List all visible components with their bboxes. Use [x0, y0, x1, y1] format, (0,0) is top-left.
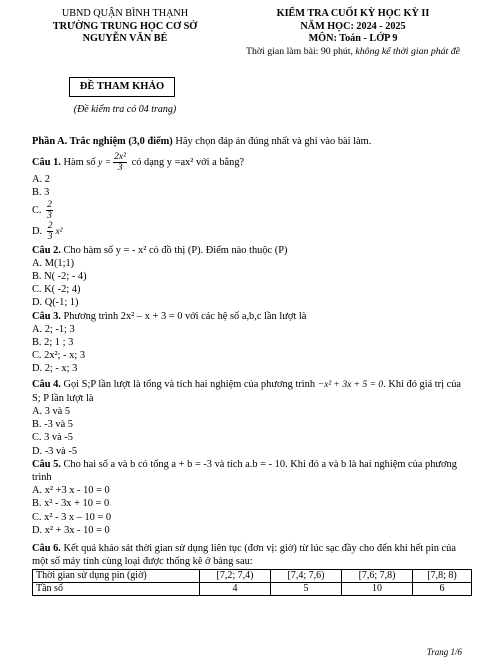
school-name-line2: NGUYỄN VĂN BÉ — [82, 33, 168, 44]
table-cell: [7,2; 7,4) — [200, 570, 271, 583]
question-1-text-after: có dạng y =ax² với a bằng? — [131, 157, 245, 169]
question-5-label: Câu 5. — [32, 458, 61, 470]
q4-option-b: B. -3 và 5 — [32, 419, 73, 431]
fraction-numerator: 2 — [47, 220, 53, 231]
q4-option-a: A. 3 và 5 — [32, 406, 71, 418]
question-4-label: Câu 4. — [32, 378, 61, 390]
exam-content — [32, 135, 472, 596]
table-cell: [7,4; 7,6) — [271, 570, 342, 583]
school-year: NĂM HỌC: 2024 - 2025 — [300, 20, 406, 32]
q2-option-b: B. N( -2; - 4) — [32, 271, 87, 283]
duration-text: Thời gian làm bài: 90 phút, — [246, 45, 353, 57]
table-cell: 10 — [342, 583, 413, 596]
table-header-cell: Thời gian sử dụng pin (giờ) — [33, 570, 200, 583]
q1-option-c — [32, 200, 472, 221]
q5-option-b: B. x² - 3x + 10 = 0 — [32, 498, 110, 510]
question-4-text-before: Gọi S;P lần lượt là tổng và tích hai nghiệm của phương trình — [63, 378, 316, 390]
question-5-text: Cho hai số a và b có tổng a + b = -3 và tích a.b = - 10. Khi đó a và b là hai nghiệm của phương trình — [32, 458, 457, 484]
table-cell: 6 — [413, 583, 472, 596]
fraction-numerator: 2 — [47, 199, 52, 210]
table-cell: [7,8; 8) — [413, 570, 472, 583]
table-cell: 5 — [271, 583, 342, 596]
pages-note: (Đề kiểm tra có 04 trang) — [73, 104, 177, 115]
part-a-heading — [32, 135, 472, 148]
table-row — [33, 583, 472, 596]
school-header — [30, 8, 220, 46]
q1-option-d-fraction — [47, 221, 54, 242]
q1-option-d-prefix: D. — [32, 225, 43, 237]
page-number: Trang 1/6 — [426, 647, 462, 657]
q2-option-c: C. K( -2; 4) — [32, 284, 81, 296]
exam-title: KIỂM TRA CUỐI KỲ HỌC KỲ II — [276, 8, 430, 19]
question-4 — [32, 378, 472, 405]
subject-grade: MÔN: Toán - LỚP 9 — [308, 33, 398, 44]
exam-header — [222, 8, 484, 58]
q2-option-a: A. M(1;1) — [32, 257, 75, 269]
q1-option-d — [32, 221, 472, 242]
q3-option-d: D. 2; - x; 3 — [32, 363, 78, 375]
question-4-equation: −x² + 3x + 5 = 0 — [317, 379, 384, 390]
fraction-denominator: 3 — [47, 210, 52, 221]
battery-frequency-table — [32, 569, 472, 596]
question-3-text: Phương trình 2x² – x + 3 = 0 với các hệ số a,b,c lần lượt là — [63, 310, 307, 322]
fraction-denominator: 3 — [117, 163, 123, 174]
exam-duration — [222, 46, 484, 59]
fraction-denominator: 3 — [47, 231, 53, 242]
question-6-label: Câu 6. — [32, 543, 61, 555]
q1-option-d-suffix: x² — [55, 226, 63, 237]
question-3 — [32, 310, 472, 323]
q2-option-d: D. Q(-1; 1) — [32, 297, 79, 309]
q1-option-c-fraction — [46, 200, 53, 221]
q5-option-d: D. x² + 3x - 10 = 0 — [32, 524, 110, 536]
part-a-title: Phần A. Trắc nghiệm (3,0 điểm) — [32, 136, 173, 147]
school-name-line1: TRƯỜNG TRUNG HỌC CƠ SỞ — [52, 20, 198, 32]
fraction-numerator: 2x² — [114, 152, 126, 163]
district-name: UBND QUẬN BÌNH THẠNH — [61, 8, 189, 19]
question-5 — [32, 458, 472, 484]
question-3-label: Câu 3. — [32, 310, 61, 322]
question-6 — [32, 542, 472, 568]
part-a-instruction: Hãy chọn đáp án đúng nhất và ghi vào bài làm. — [175, 136, 372, 147]
question-1 — [32, 152, 472, 173]
question-4-text-after: . Khi đó giá trị của S; P lần lượt là — [32, 378, 462, 404]
question-1-label: Câu 1. — [32, 157, 61, 169]
table-cell: 4 — [200, 583, 271, 596]
question-2-text: Cho hàm số y = - x² có đồ thị (P). Điểm nào thuộc (P) — [63, 244, 288, 256]
q1-option-c-prefix: C. — [32, 204, 42, 216]
q3-option-a: A. 2; -1; 3 — [32, 323, 75, 335]
question-1-fraction — [113, 152, 127, 173]
table-cell: [7,6; 7,8) — [342, 570, 413, 583]
question-2 — [32, 244, 472, 257]
q5-option-a: A. x² +3 x - 10 = 0 — [32, 485, 110, 497]
q5-option-c: C. x² - 3 x – 10 = 0 — [32, 511, 112, 523]
q3-option-b: B. 2; 1 ; 3 — [32, 337, 74, 349]
reference-exam-stamp: ĐỀ THAM KHẢO — [69, 77, 175, 97]
q1-option-a: A. 2 — [32, 174, 50, 186]
q1-option-b: B. 3 — [32, 187, 50, 199]
question-2-label: Câu 2. — [32, 244, 61, 256]
q4-option-d: D. -3 và -5 — [32, 445, 78, 457]
question-1-fn-lhs: y = — [98, 158, 112, 169]
table-header-cell: Tần số — [33, 583, 200, 596]
duration-note: không kể thời gian phát đề — [355, 45, 460, 57]
q4-option-c: C. 3 và -5 — [32, 432, 73, 444]
question-1-text-before: Hàm số — [63, 157, 96, 169]
q3-option-c: C. 2x²; - x; 3 — [32, 350, 86, 362]
table-row — [33, 570, 472, 583]
question-6-text: Kết quả khảo sát thời gian sử dụng liên tục (đơn vị: giờ) từ lúc sạc đầy cho đến khi hết pin của một số máy tính cùng loại được thống kê ở bảng sau: — [32, 543, 456, 568]
